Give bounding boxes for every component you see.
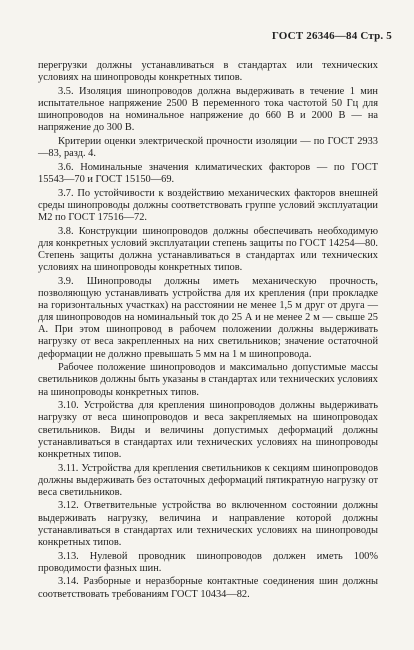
paragraph: 3.10. Устройства для крепления шинопроводов должны выдерживать нагрузку от веса шинопроводов и веса закрепляемых на шинопроводах светильников. Виды и величины допустимых деформаций должны устанавливаться в стандартах или технических условиях на шинопроводы конкретных типов. [38, 400, 378, 460]
paragraph: 3.6. Номинальные значения климатических факторов — по ГОСТ 15543—70 и ГОСТ 15150—69. [38, 161, 378, 185]
standard-number: ГОСТ 26346—84 [271, 30, 358, 42]
paragraph: 3.9. Шинопроводы должны иметь механическую прочность, позволяющую устанавливать устройства для их крепления (при прокладке на горизонтальных участках) на расстоянии не менее 1,5 м друг от друга — для шинопроводов на номинальный ток до 25 А и не менее 2 м — свыше 25 А. При этом шинопровод в рабочем положении должны выдерживать нагрузку от веса закрепленных на них светильников; значение остаточной деформации не должно превышать 5 мм на 1 м шинопровода. [38, 275, 378, 360]
paragraph: 3.12. Ответвительные устройства во включенном состоянии должны выдерживать нагрузку, величина и направление которой должны устанавливаться в стандартах или технических условиях на шинопроводы конкретных типов. [38, 500, 378, 548]
paragraph: 3.8. Конструкции шинопроводов должны обеспечивать необходимую для конкретных условий эксплуатации степень защиты по ГОСТ 14254—80. Степень защиты должна устанавливаться в стандартах или технических условиях на шинопроводы конкретных типов. [38, 225, 378, 273]
paragraph: перегрузки должны устанавливаться в стандартах или технических условиях на шинопроводы конкретных типов. [38, 60, 378, 84]
document-body [38, 60, 378, 601]
paragraph: 3.11. Устройства для крепления светильников к секциям шинопроводов должны выдерживать без остаточных деформаций пятикратную нагрузку от веса светильников. [38, 462, 378, 498]
page-number: Стр. 5 [360, 30, 392, 42]
paragraph: 3.7. По устойчивости к воздействию механических факторов внешней среды шинопроводы должны соответствовать группе условий эксплуатации М2 по ГОСТ 17516—72. [38, 187, 378, 223]
paragraph: Рабочее положение шинопроводов и максимально допустимые массы светильников должны быть указаны в стандартах или технических условиях на шинопроводы конкретных типов. [38, 362, 378, 398]
paragraph: 3.14. Разборные и неразборные контактные соединения шин должны соответствовать требованиям ГОСТ 10434—82. [38, 576, 378, 600]
paragraph: 3.5. Изоляция шинопроводов должна выдерживать в течение 1 мин испытательное напряжение 2500 В переменного тока частотой 50 Гц для шинопроводов на номинальное напряжение до 660 В и 2000 В — на напряжение до 300 В. [38, 85, 378, 134]
paragraph: Критерии оценки электрической прочности изоляции — по ГОСТ 2933—83, разд. 4. [38, 135, 378, 160]
paragraph: 3.13. Нулевой проводник шинопроводов должен иметь 100% проводимости фазных шин. [38, 550, 378, 574]
page-header [272, 30, 392, 42]
